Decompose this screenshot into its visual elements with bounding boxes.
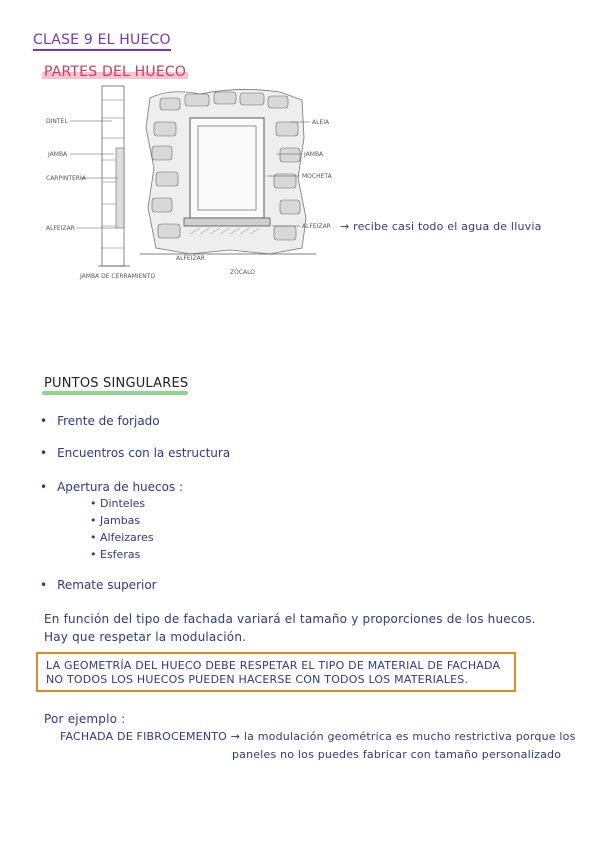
bullet-text: Apertura de huecos : [57, 480, 184, 494]
label-jamba-cerramiento: JAMBA DE CERRAMIENTO [80, 273, 156, 280]
paragraph-line-2: Hay que respetar la modulación. [44, 630, 247, 644]
label-mocheta: MOCHETA [302, 173, 332, 180]
highlighted-note-box [36, 652, 516, 692]
sub-list-item: • Esferas [90, 548, 141, 561]
sub-bullet-text: Alfeizares [100, 531, 154, 544]
list-item: • Encuentros con la estructura [40, 446, 231, 460]
sub-bullet-text: Jambas [100, 514, 141, 527]
box-line-1: LA GEOMETRÍA DEL HUECO DEBE RESPETAR EL TIPO DE MATERIAL DE FACHADA [46, 659, 501, 672]
jamb-section-drawing [98, 86, 130, 266]
singular-points-title [44, 376, 188, 391]
subtitle-text: PARTES DEL HUECO [44, 64, 187, 80]
singular-points-title-text: PUNTOS SINGULARES [44, 376, 189, 391]
bullet-text: Remate superior [57, 578, 157, 592]
label-alfeizar-left: ALFEIZAR [46, 225, 75, 232]
bullet-text: Encuentros con la estructura [57, 446, 231, 460]
label-jamba-left: JAMBA [48, 151, 68, 158]
label-dintel: DINTEL [46, 118, 68, 125]
sub-list-item: • Dinteles [90, 497, 146, 510]
label-carpinteria: CARPINTERÍA [46, 175, 86, 182]
window-diagram [40, 78, 340, 290]
list-item: • Apertura de huecos : [40, 480, 184, 494]
window-elevation-drawing [140, 89, 316, 254]
title-underline [42, 391, 188, 395]
example-label: Por ejemplo : [44, 712, 126, 726]
sub-bullet-text: Esferas [100, 548, 141, 561]
list-item: • Frente de forjado [40, 414, 160, 428]
label-jamba-right: JAMBA [304, 151, 324, 158]
page-title: CLASE 9 EL HUECO [33, 32, 171, 51]
sub-list-item: • Jambas [90, 514, 141, 527]
box-line-2: NO TODOS LOS HUECOS PUEDEN HACERSE CON TODOS LOS MATERIALES. [46, 673, 469, 686]
label-alfeizar-bottom: ALFEIZAR [176, 255, 205, 262]
sub-bullet-text: Dinteles [100, 497, 146, 510]
label-aleia: ALEIA [312, 119, 330, 126]
bullet-text: Frente de forjado [57, 414, 160, 428]
label-alfeizar-right: ALFEIZAR [302, 223, 331, 230]
example-line-1: FACHADA DE FIBROCEMENTO → la modulación geométrica es mucho restrictiva porque los [60, 730, 576, 743]
example-line-2: paneles no los puedes fabricar con tamaño personalizado [232, 748, 562, 761]
label-zocalo: ZÓCALO [230, 269, 255, 276]
sub-list-item: • Alfeizares [90, 531, 154, 544]
list-item: • Remate superior [40, 578, 157, 592]
sill-note: → recibe casi todo el agua de lluvia [340, 220, 542, 233]
paragraph-line-1: En función del tipo de fachada variará el tamaño y proporciones de los huecos. [44, 612, 536, 626]
